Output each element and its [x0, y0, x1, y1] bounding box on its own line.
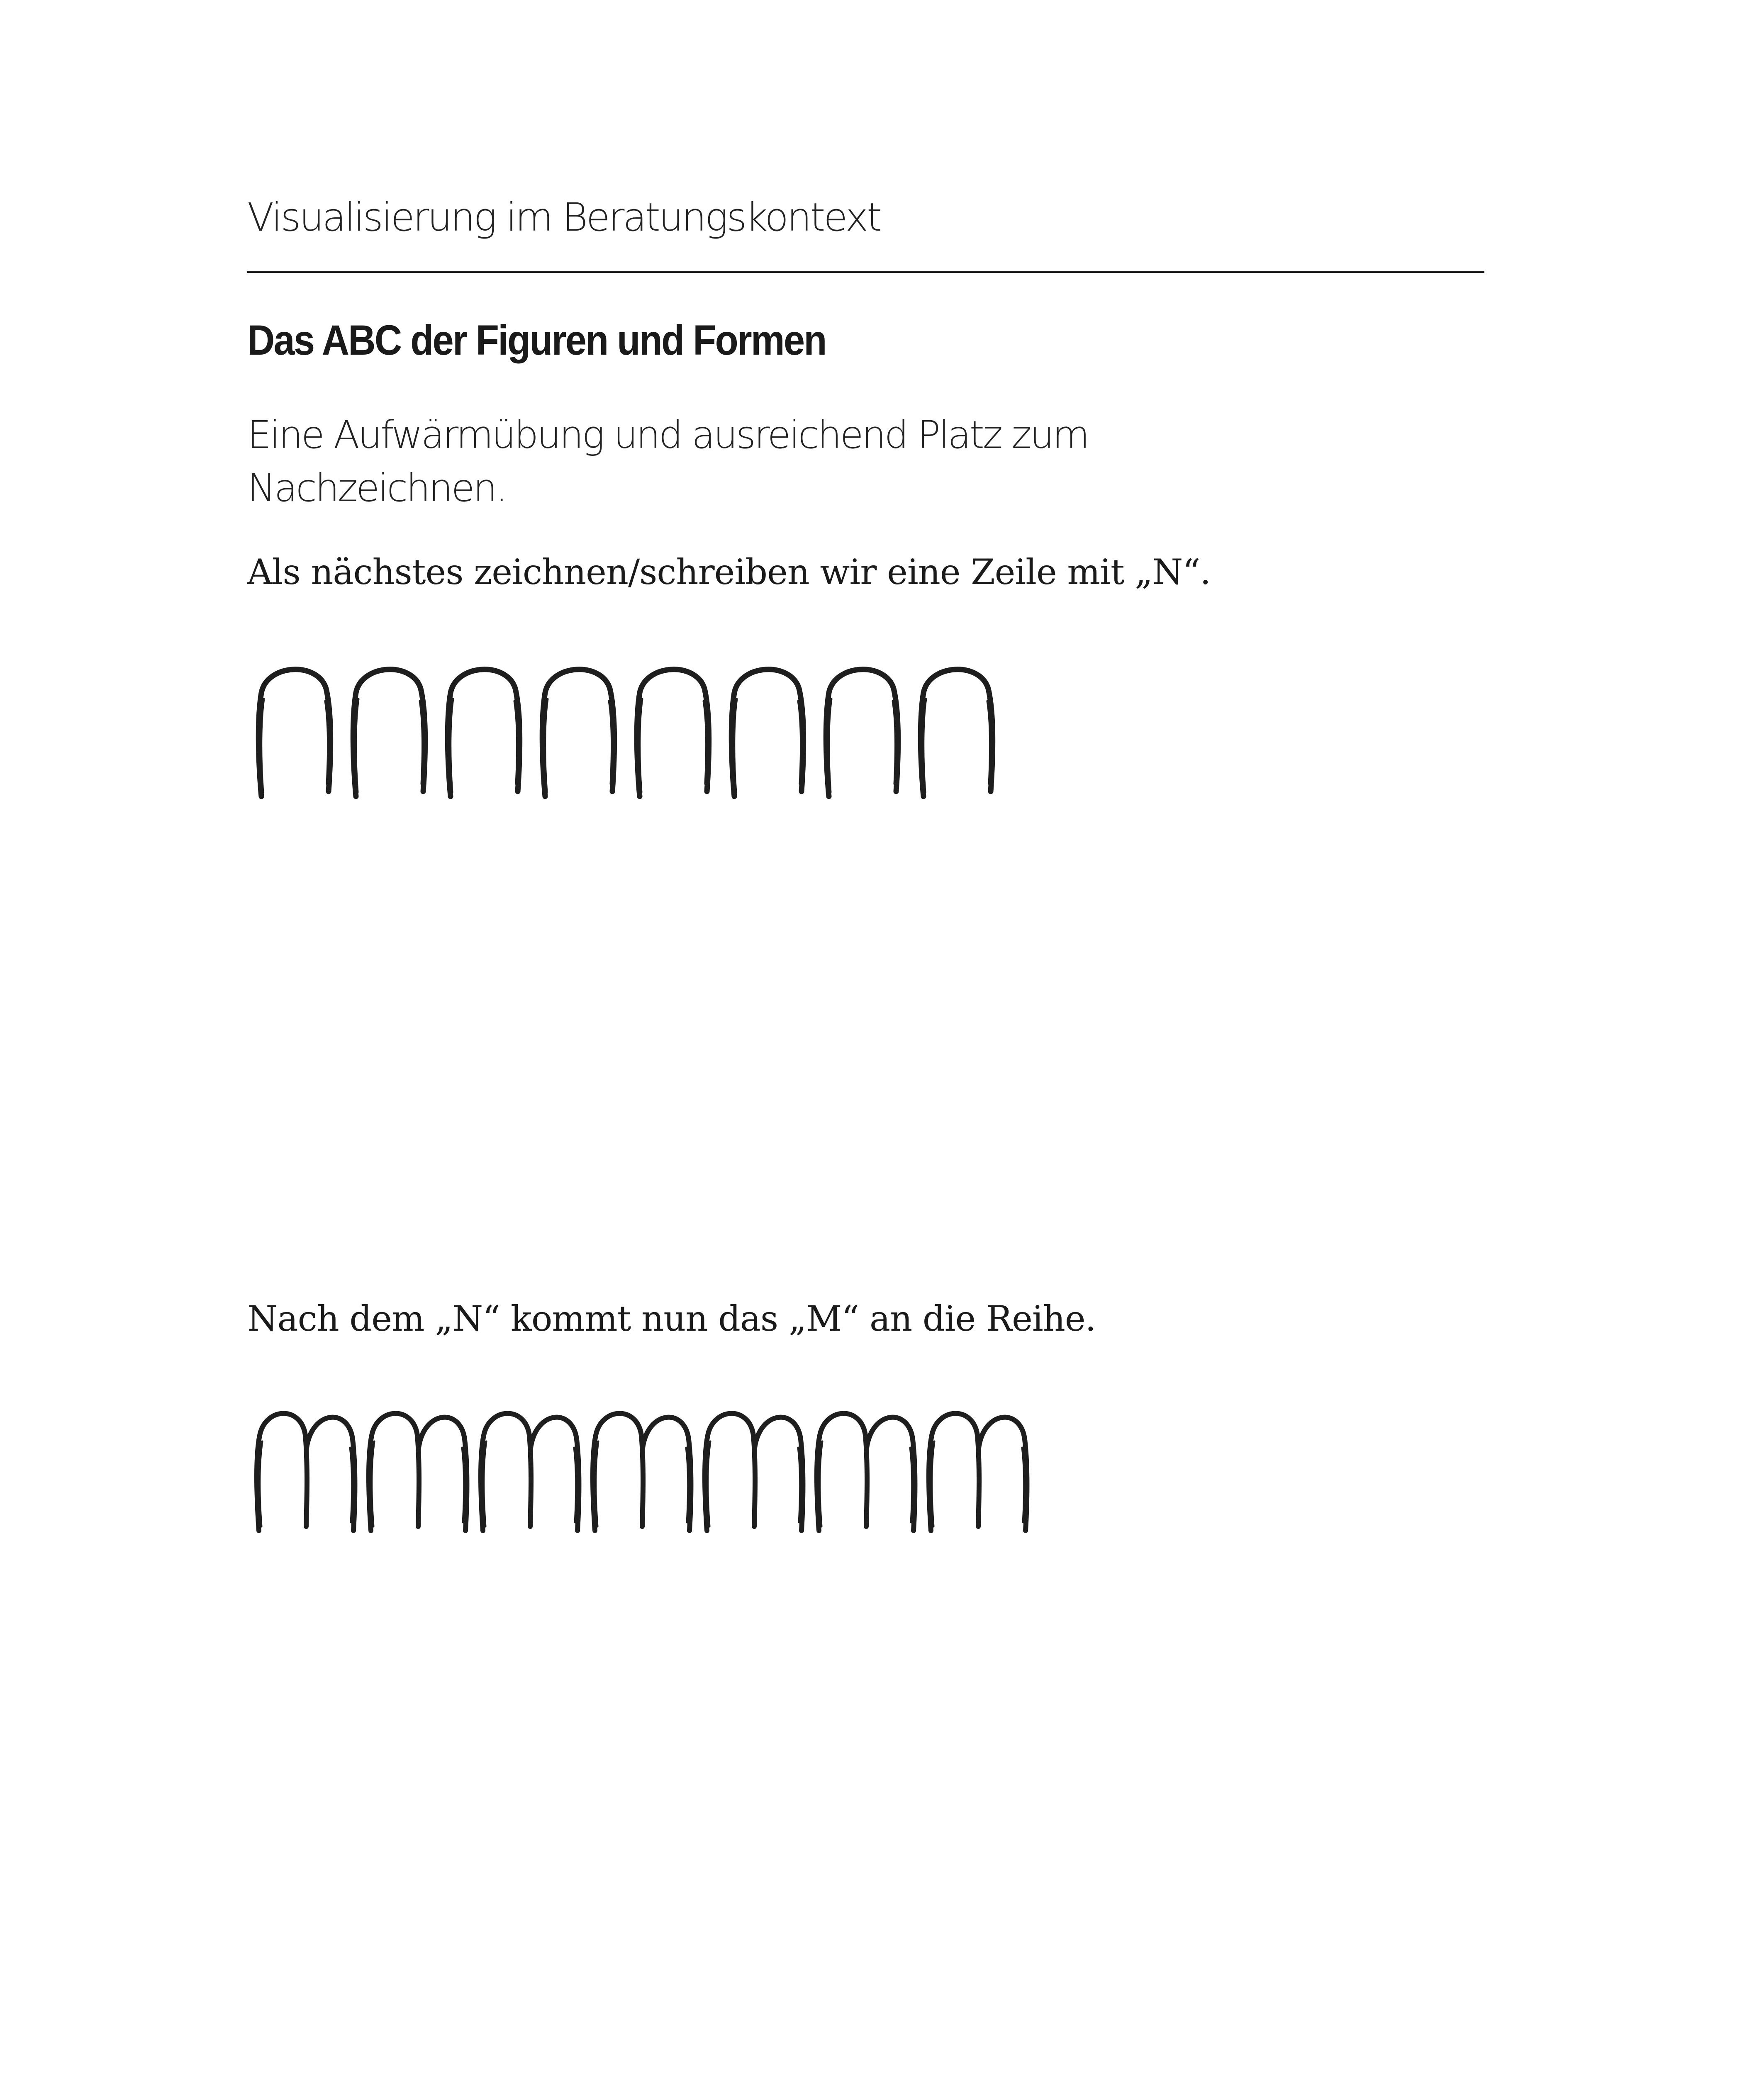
handwritten-m-glyph	[367, 1402, 470, 1535]
handwritten-m-glyph	[255, 1402, 358, 1535]
handwritten-n-glyph	[256, 660, 334, 801]
handwritten-m-glyph	[703, 1402, 806, 1535]
section-subtitle: Eine Aufwärmübung und ausreichend Platz zum Nachzeichnen.	[247, 413, 1088, 510]
handwritten-m-glyph	[591, 1402, 694, 1535]
handwritten-m-glyph	[927, 1402, 1031, 1535]
handwritten-n-glyph	[350, 660, 429, 801]
handwritten-n-glyph	[823, 660, 902, 801]
handwritten-n-row	[247, 660, 1019, 805]
handwritten-m-row	[247, 1402, 1077, 1539]
handwritten-m-glyph	[479, 1402, 582, 1535]
handwritten-n-glyph	[729, 660, 807, 801]
running-header: Visualisierung im Beratungskontext	[247, 195, 881, 240]
instruction-m: Nach dem „N“ kommt nun das „M“ an die Reihe.	[247, 1298, 1096, 1339]
header-rule	[247, 271, 1484, 273]
handwritten-n-glyph	[445, 660, 524, 801]
instruction-n: Als nächstes zeichnen/schreiben wir eine Zeile mit „N“.	[247, 552, 1211, 592]
handwritten-n-glyph	[539, 660, 618, 801]
handwritten-m-glyph	[815, 1402, 919, 1535]
section-title: Das ABC der Figuren und Formen	[247, 316, 826, 364]
handwritten-n-glyph	[918, 660, 997, 801]
handwritten-n-glyph	[634, 660, 713, 801]
